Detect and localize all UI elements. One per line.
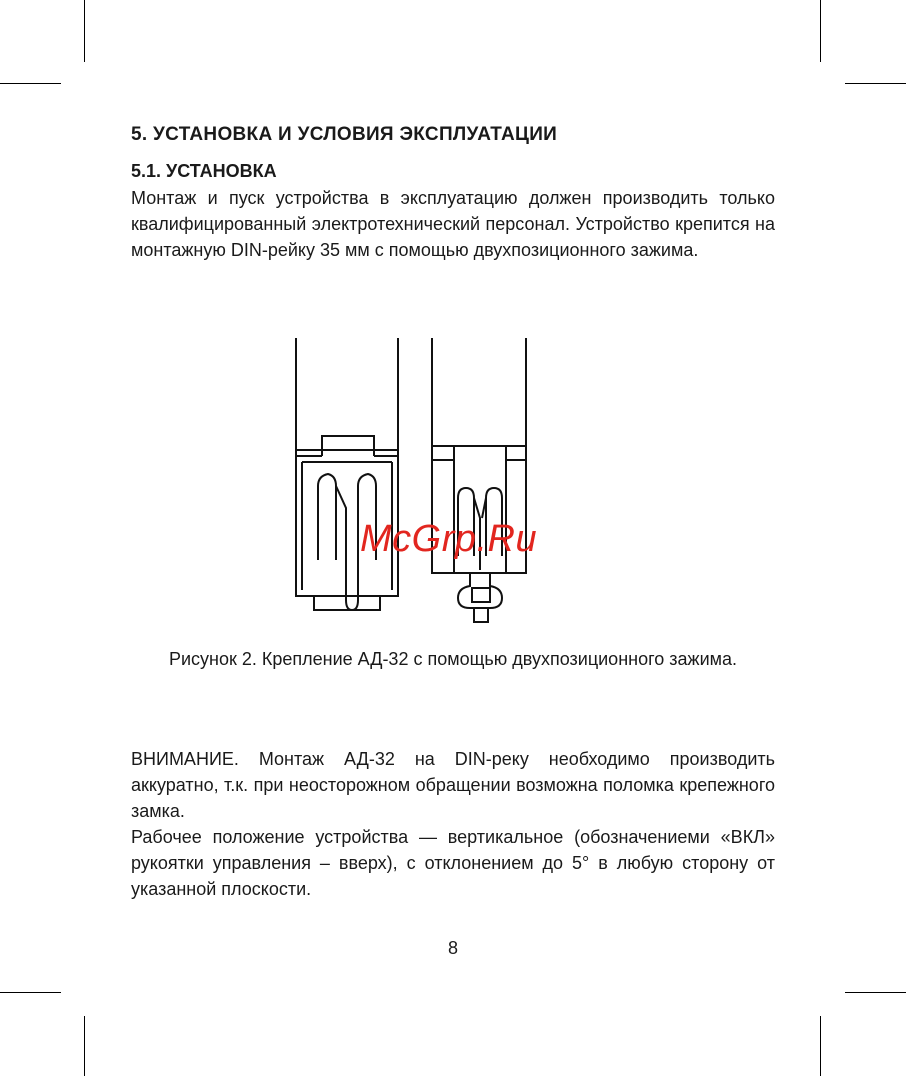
crop-mark-top-left bbox=[84, 0, 85, 62]
figure-caption: Рисунок 2. Крепление АД-32 с помощью двухпозиционного зажима. bbox=[168, 649, 738, 669]
crop-mark-top-right-h bbox=[845, 83, 906, 84]
watermark: McGrp.Ru bbox=[360, 518, 538, 560]
crop-mark-bottom-left-h bbox=[0, 992, 61, 993]
operating-position-paragraph: Рабочее положение устройства — вертикальное (обозначениеми «ВКЛ» рукоятки управления – вверх), с отклонением до 5° в любую сторону от указанной плоскости. bbox=[131, 827, 775, 899]
clamp-drawing-right bbox=[432, 338, 526, 622]
installation-paragraph: Монтаж и пуск устройства в эксплуатацию должен производить только квалифицированный электротехнический персонал. Устройство крепится на монтажную DIN-рейку 35 мм с помощью двухпозиционного зажима. bbox=[131, 188, 775, 260]
notes-block bbox=[131, 746, 775, 902]
crop-mark-bottom-right-h bbox=[845, 992, 906, 993]
din-clamp-figure bbox=[294, 338, 534, 628]
subsection-title: 5.1. УСТАНОВКА bbox=[131, 161, 277, 181]
crop-mark-bottom-left bbox=[84, 1016, 85, 1076]
clamp-drawing-left bbox=[296, 338, 398, 610]
crop-mark-bottom-right bbox=[820, 1016, 821, 1076]
section-title: 5. УСТАНОВКА И УСЛОВИЯ ЭКСПЛУАТАЦИИ bbox=[131, 124, 558, 145]
crop-mark-top-left-h bbox=[0, 83, 61, 84]
attention-paragraph: ВНИМАНИЕ. Монтаж АД-32 на DIN-реку необходимо производить аккуратно, т.к. при неосторожном обращении возможна поломка крепежного замка. bbox=[131, 749, 775, 821]
page-number: 8 bbox=[447, 938, 458, 958]
crop-mark-top-right bbox=[820, 0, 821, 62]
